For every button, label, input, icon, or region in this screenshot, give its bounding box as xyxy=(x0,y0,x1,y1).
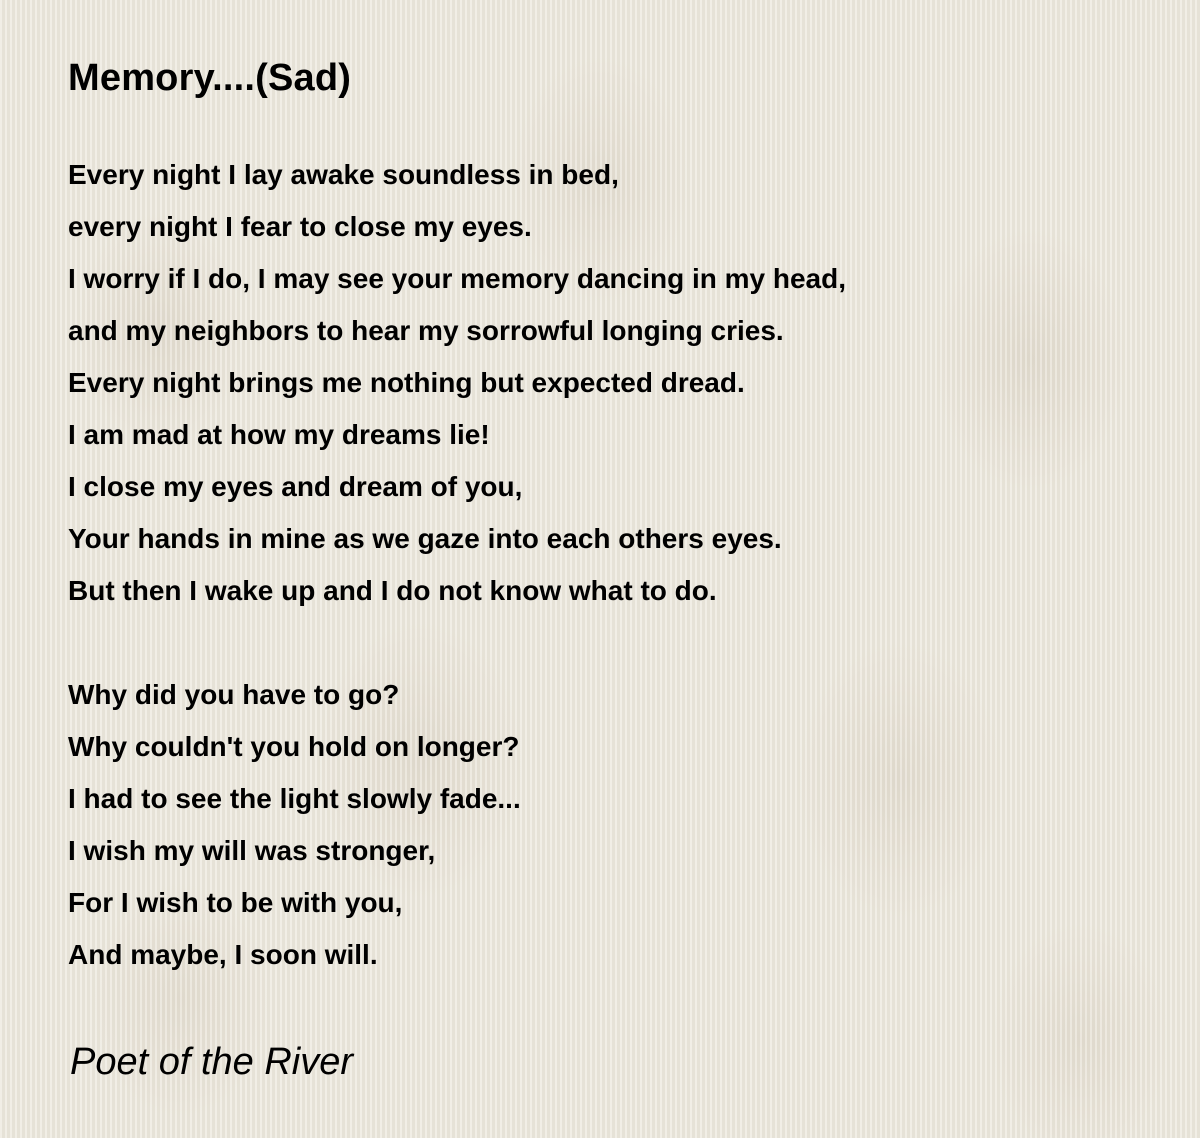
poem-author: Poet of the River xyxy=(70,1041,354,1083)
poem-line: For I wish to be with you, xyxy=(68,887,403,918)
stanza-2 xyxy=(68,669,1148,981)
poem-line: Every night I lay awake soundless in bed, xyxy=(68,159,619,190)
poem-line: Your hands in mine as we gaze into each others eyes. xyxy=(68,523,782,554)
poem-body xyxy=(68,149,1148,1033)
poem-line: I wish my will was stronger, xyxy=(68,835,436,866)
poem-line: And maybe, I soon will. xyxy=(68,939,378,970)
poem-line: Every night brings me nothing but expected dread. xyxy=(68,367,745,398)
poem-line: I had to see the light slowly fade... xyxy=(68,783,521,814)
poem-title: Memory....(Sad) xyxy=(68,57,352,99)
poem-line: every night I fear to close my eyes. xyxy=(68,211,532,242)
poem-line: I worry if I do, I may see your memory dancing in my head, xyxy=(68,263,846,294)
poem-line: Why did you have to go? xyxy=(68,679,400,710)
poem-line: Why couldn't you hold on longer? xyxy=(68,731,520,762)
poem-line: I am mad at how my dreams lie! xyxy=(68,419,490,450)
poem-line: and my neighbors to hear my sorrowful longing cries. xyxy=(68,315,784,346)
stanza-1 xyxy=(68,149,1148,617)
poem-line: But then I wake up and I do not know what to do. xyxy=(68,575,717,606)
poem-line: I close my eyes and dream of you, xyxy=(68,471,523,502)
